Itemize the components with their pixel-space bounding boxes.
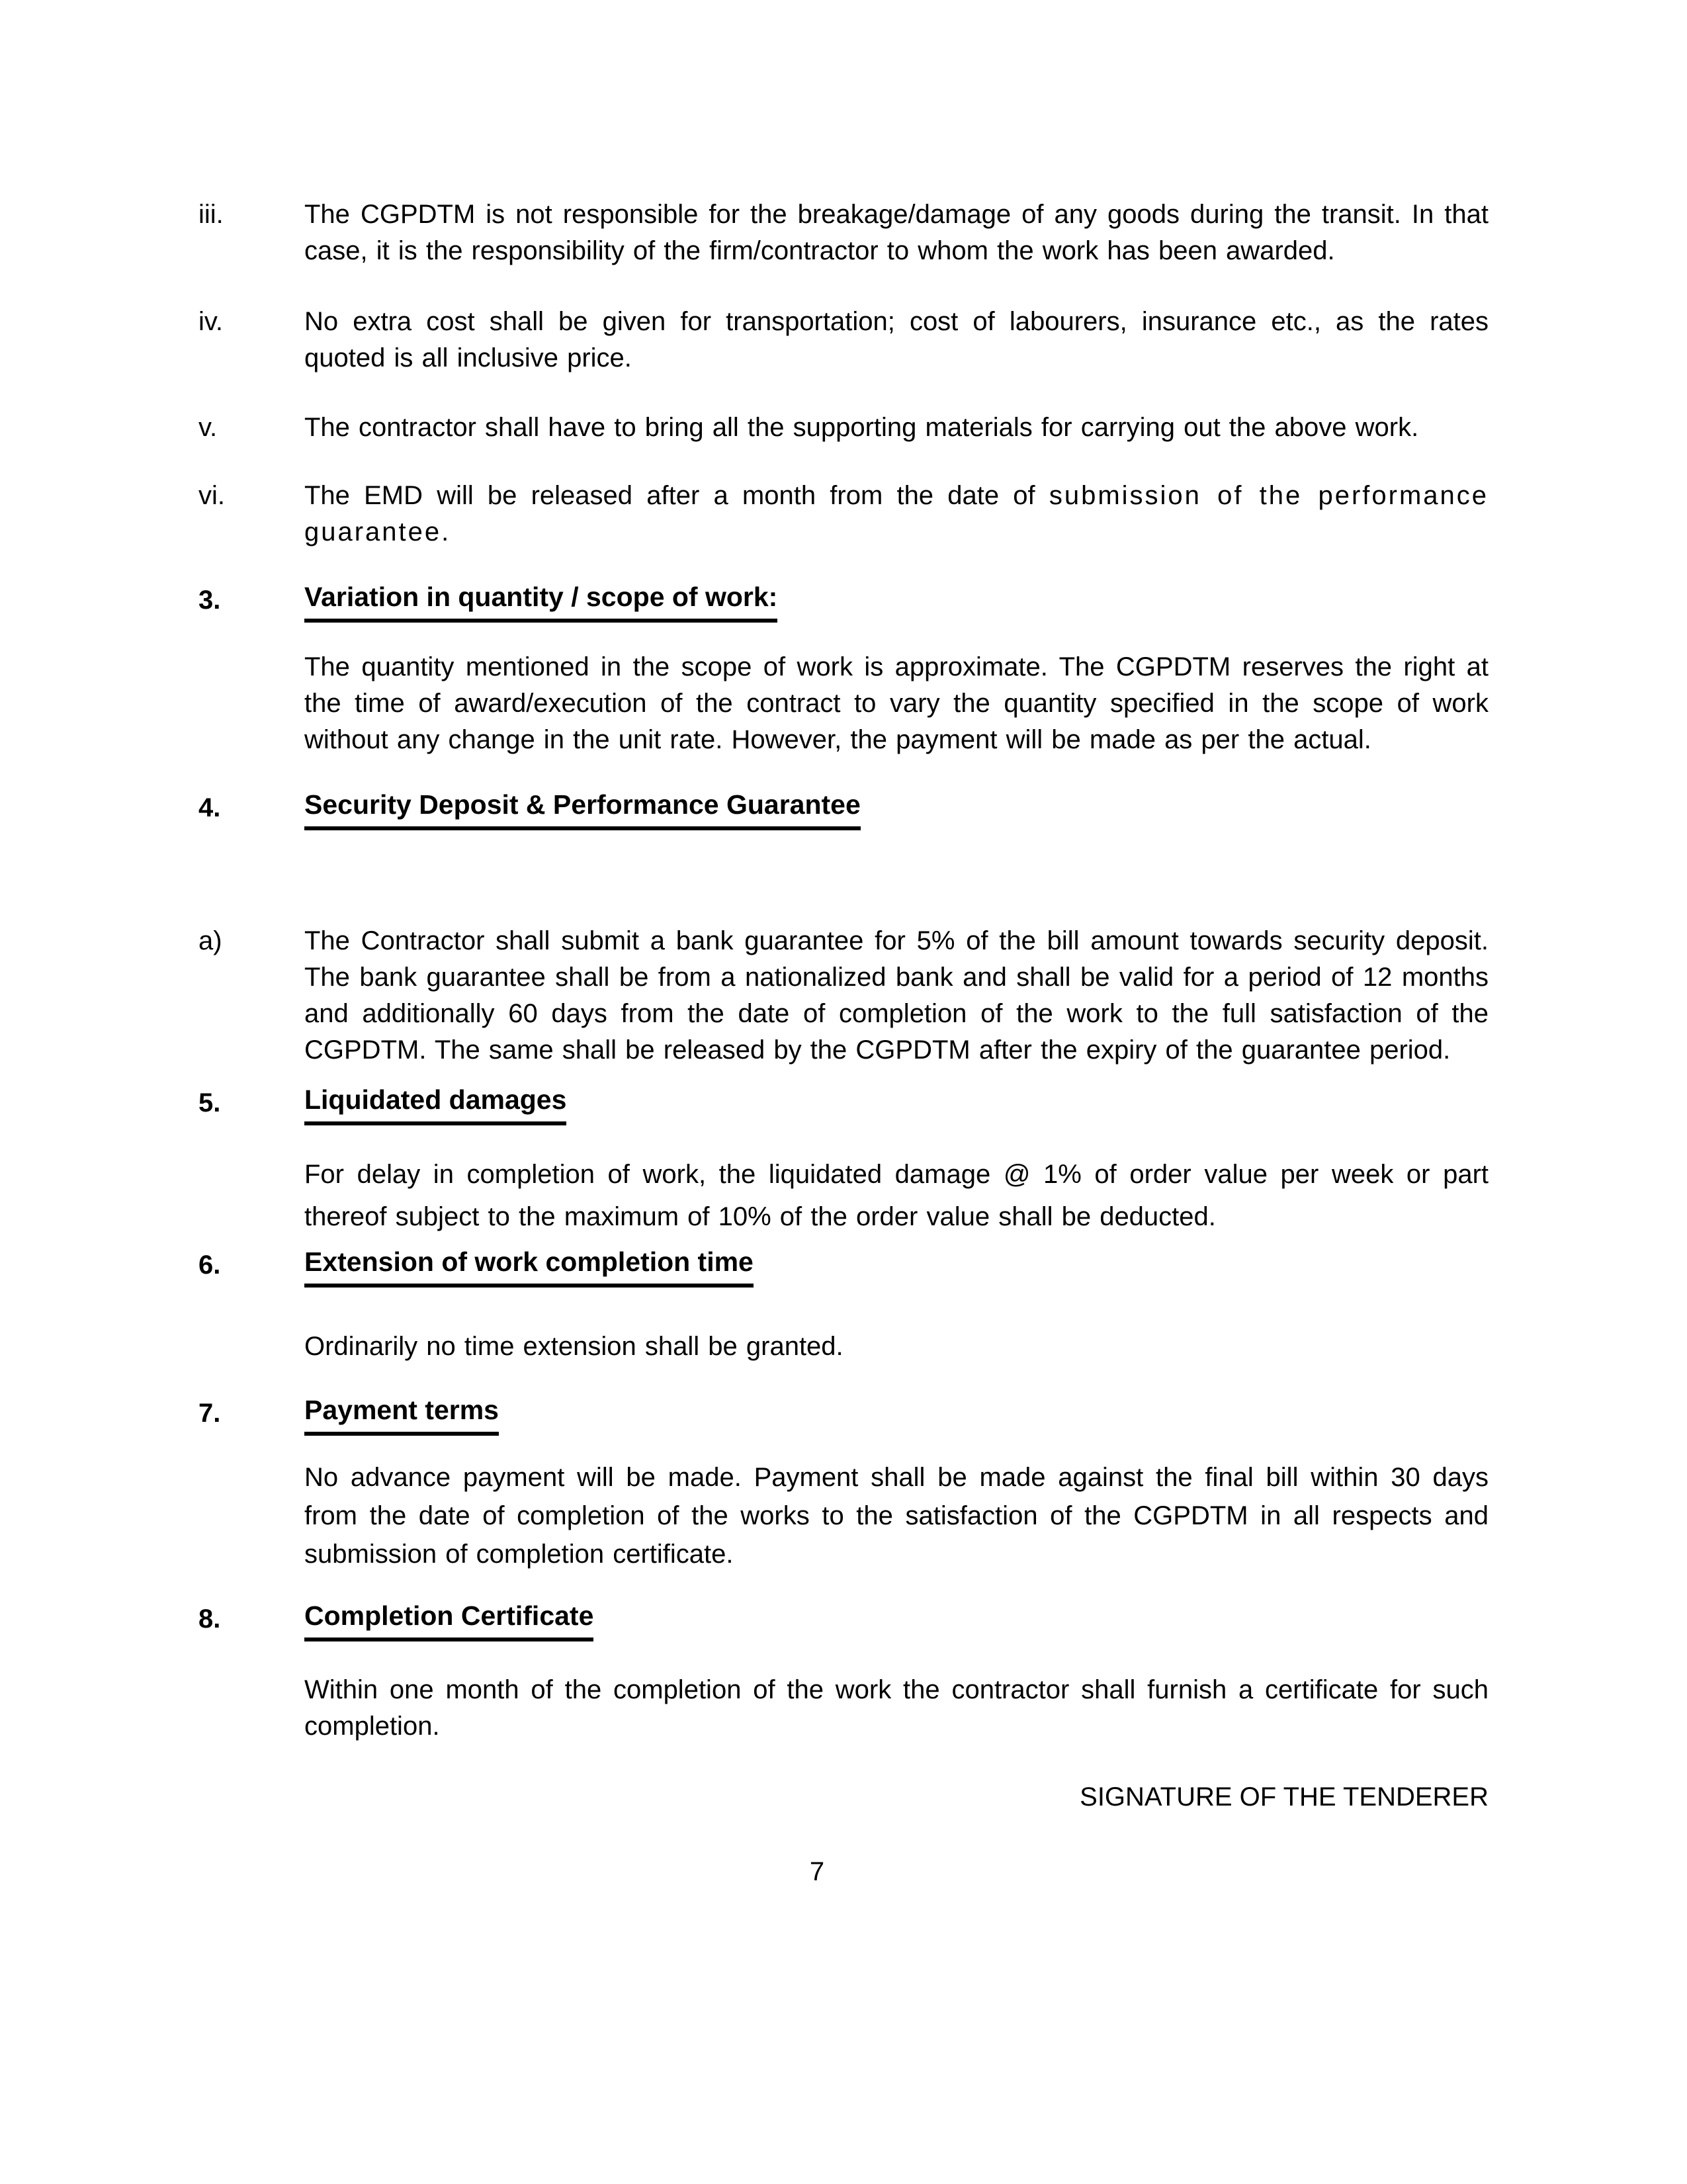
section-3-body: The quantity mentioned in the scope of work is approximate. The CGPDTM reserves the right at the time of award/execution of the contract to vary the quantity specified in the scope of work without any change in the unit rate. However, the payment will be made as per the actual. [304, 652, 1489, 754]
section-7-body: No advance payment will be made. Payment shall be made against the final bill within 30 days from the date of completion of the works to the satisfaction of the CGPDTM in all respects and submission of completion certificate. [304, 1463, 1489, 1569]
list-marker-vi: vi. [198, 481, 225, 510]
section-3-heading: Variation in quantity / scope of work: [304, 582, 777, 623]
section-6-heading: Extension of work completion time [304, 1247, 754, 1288]
paragraph-vi-letterspaced: submission of the performance guarantee. [304, 481, 1489, 546]
paragraph-iii: The CGPDTM is not responsible for the breakage/damage of any goods during the transit. In that case, it is the responsibility of the firm/contractor to whom the work has been awarded. [304, 200, 1489, 265]
section-4-item-a-marker: a) [198, 926, 222, 955]
section-5-body-row [198, 1153, 1489, 1238]
section-5-heading-row [198, 1085, 1489, 1125]
section-5-number: 5. [198, 1088, 221, 1117]
section-7-heading-row [198, 1395, 1489, 1436]
section-8-body: Within one month of the completion of the work the contractor shall furnish a certificate for such completion. [304, 1675, 1489, 1741]
paragraph-iv: No extra cost shall be given for transportation; cost of labourers, insurance etc., as the rates quoted is all inclusive price. [304, 307, 1489, 372]
section-3-body-row [198, 649, 1489, 758]
section-6-heading-wrap [304, 1247, 1489, 1288]
section-3-heading-row [198, 582, 1489, 623]
paragraph-v: The contractor shall have to bring all the supporting materials for carrying out the above work. [304, 413, 1419, 442]
list-marker-iv: iv. [198, 307, 224, 336]
section-8-number: 8. [198, 1604, 221, 1634]
section-5-heading-wrap [304, 1085, 1489, 1125]
section-4-heading-row [198, 790, 1489, 830]
list-item-vi [198, 478, 1489, 550]
section-8-heading-wrap [304, 1601, 1489, 1641]
section-4-heading-wrap [304, 790, 1489, 830]
section-3-heading-wrap [304, 582, 1489, 623]
section-7-number: 7. [198, 1399, 221, 1428]
list-item-iii [198, 197, 1489, 269]
section-4-heading: Security Deposit & Performance Guarantee [304, 790, 861, 830]
list-marker-iii: iii. [198, 200, 224, 229]
section-6-number: 6. [198, 1250, 221, 1280]
signature-of-tenderer: SIGNATURE OF THE TENDERER [1080, 1782, 1489, 1812]
section-4-number: 4. [198, 793, 221, 822]
section-3-number: 3. [198, 586, 221, 615]
paragraph-vi [304, 478, 1489, 550]
section-4-item-a-row [198, 923, 1489, 1069]
section-7-body-row [198, 1458, 1489, 1573]
section-7-heading-wrap [304, 1395, 1489, 1436]
list-item-v [198, 410, 1489, 446]
section-4-item-a-body: The Contractor shall submit a bank guarantee for 5% of the bill amount towards security deposit. The bank guarantee shall be from a nationalized bank and shall be valid for a period of 12 months and additionally 60 days from the date of completion of the work to the full satisfaction of the CGPDTM. The same shall be released by the CGPDTM after the expiry of the guarantee period. [304, 926, 1489, 1065]
section-6-heading-row [198, 1247, 1489, 1288]
section-6-body: Ordinarily no time extension shall be granted. [304, 1332, 844, 1361]
paragraph-vi-normal: The EMD will be released after a month from the date of [304, 481, 1049, 510]
list-item-iv [198, 304, 1489, 376]
section-5-body: For delay in completion of work, the liquidated damage @ 1% of order value per week or part thereof subject to the maximum of 10% of the order value shall be deducted. [304, 1160, 1489, 1231]
list-marker-v: v. [198, 413, 218, 442]
section-5-heading: Liquidated damages [304, 1085, 566, 1125]
section-6-body-row [198, 1329, 1489, 1365]
section-7-heading: Payment terms [304, 1395, 499, 1436]
section-8-heading-row [198, 1601, 1489, 1641]
section-8-body-row [198, 1672, 1489, 1745]
page-number: 7 [809, 1857, 825, 1886]
section-8-heading: Completion Certificate [304, 1601, 593, 1641]
